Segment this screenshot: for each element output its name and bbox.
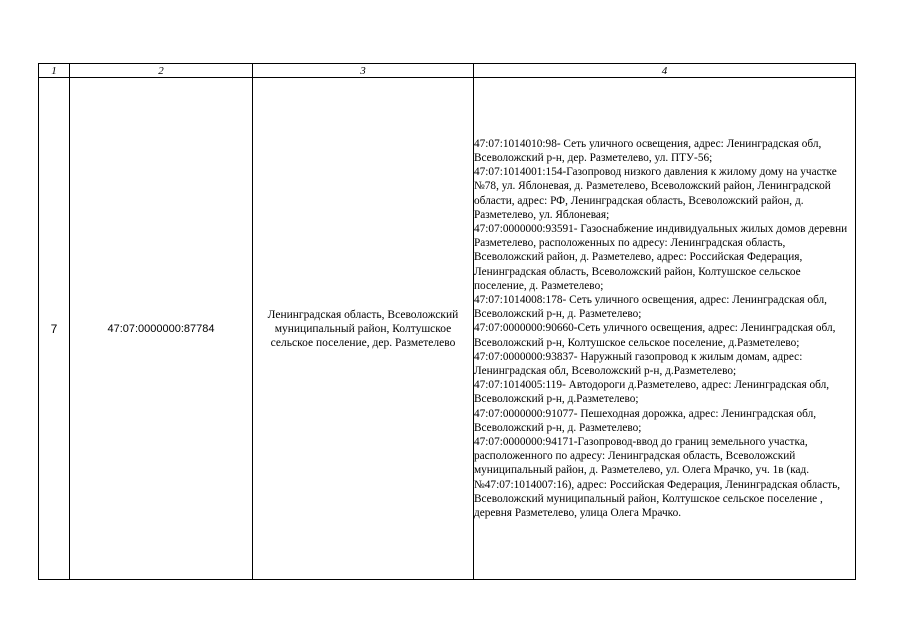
- object-entry: 47:07:1014005:119- Автодороги д.Разметелево, адрес: Ленинградская обл, Всеволожский р-н, д.Разметелево;: [474, 379, 830, 406]
- objects-list: [474, 78, 856, 580]
- object-entry: 47:07:0000000:93591- Газоснабжение индивидуальных жилых домов деревни Разметелево, расположенных по адресу: Ленинградская область, Всеволожский район, д. Разметелево, адрес: Российская Федерация, Ленинградская область, Всеволожский район, Колтушское сельское поселение, д. Разметелево;: [474, 222, 848, 292]
- header-col-4: 4: [474, 64, 856, 78]
- location-address: Ленинградская область, Всеволожский муниципальный район, Колтушское сельское поселение, дер. Разметелево: [253, 78, 474, 580]
- object-entry: 47:07:0000000:93837- Наружный газопровод к жилым домам, адрес: Ленинградская обл, Всеволожский р-н, д.Разметелево;: [474, 350, 803, 377]
- object-entry: 47:07:0000000:91077- Пешеходная дорожка, адрес: Ленинградская обл, Всеволожский р-н, д. Разметелево;: [474, 407, 817, 434]
- header-col-2: 2: [70, 64, 253, 78]
- object-entry: 47:07:0000000:94171-Газопровод-ввод до границ земельного участка, расположенного по адресу: Ленинградская область, Всеволожский муниципальный район, д. Разметелево, ул. Олега Мрачко, уч. 1в (кад.№47:07:1014007:16), адрес: Российская Федерация, Ленинградская область, Всеволожский муниципальный район, Колтушское сельское поселение , деревня Разметелево, улица Олега Мрачко.: [474, 436, 841, 520]
- cadastral-number: 47:07:0000000:87784: [70, 78, 253, 580]
- object-entry: 47:07:1014008:178- Сеть уличного освещения, адрес: Ленинградская обл, Всеволожский р-н, д. Разметелево;: [474, 293, 827, 321]
- object-entry: 47:07:1014001:154-Газопровод низкого давления к жилому дому на участке №78, ул. Яблоневая, д. Разметелево, Всеволожский район, Ленинградской области, адрес: РФ, Ленинградская область, Всеволожский район, д. Разметелево, ул. Яблоневая;: [474, 166, 837, 221]
- row-number: 7: [39, 78, 70, 580]
- object-entry: 47:07:1014010:98- Сеть уличного освещения, адрес: Ленинградская обл, Всеволожский р-н, дер. Разметелево, ул. ПТУ-56;: [474, 137, 822, 164]
- document-table: [38, 63, 856, 580]
- header-row: [39, 64, 856, 78]
- header-col-3: 3: [253, 64, 474, 78]
- header-col-1: 1: [39, 64, 70, 78]
- table-row: [39, 78, 856, 580]
- object-entry: 47:07:0000000:90660-Сеть уличного освещения, адрес: Ленинградская обл, Всеволожский р-н, Колтушское сельское поселение, д.Разметелево;: [474, 322, 836, 349]
